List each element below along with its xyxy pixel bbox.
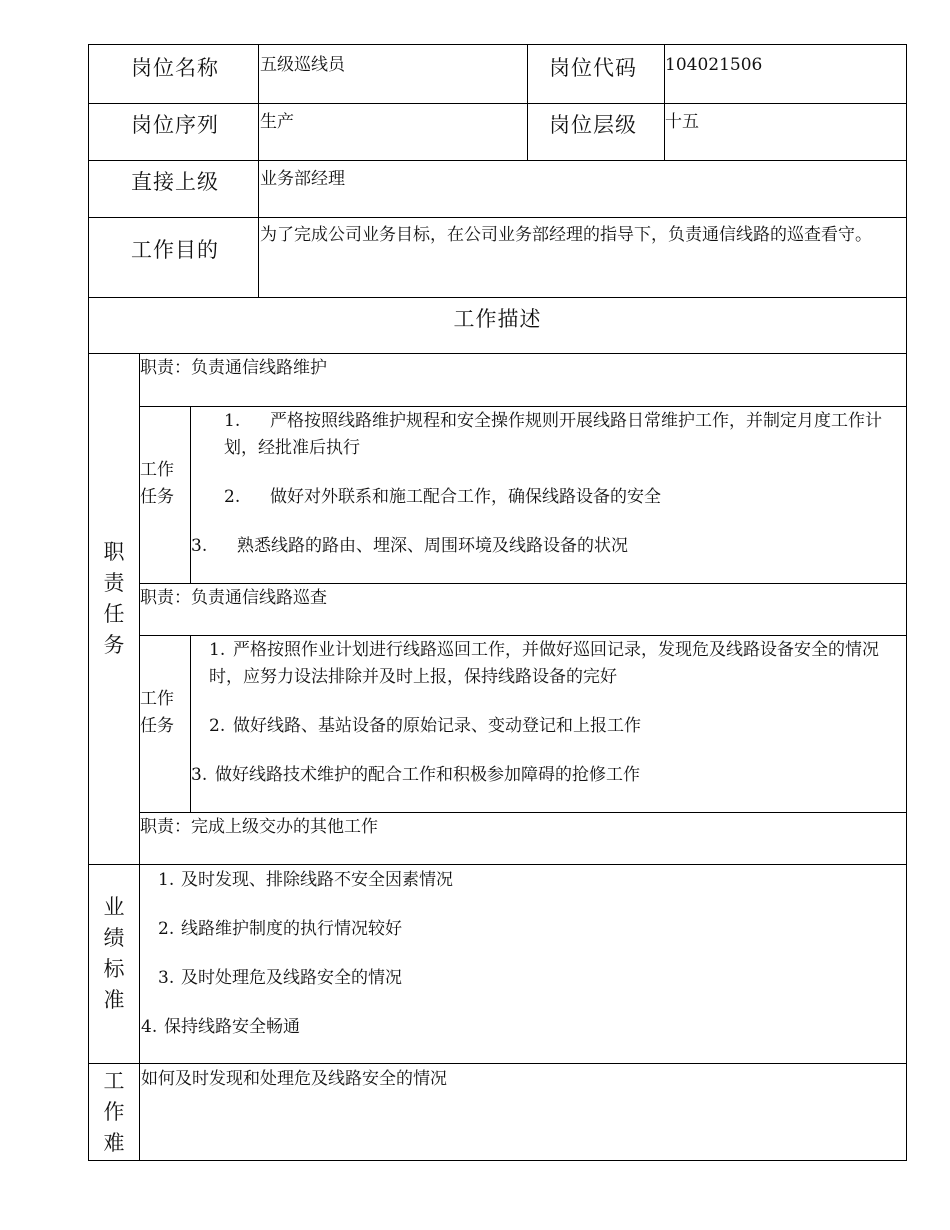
purpose-label: 工作目的 bbox=[131, 238, 219, 262]
responsibilities-section-label: 职 责 任 务 bbox=[103, 540, 125, 657]
task-item: 做好对外联系和施工配合工作，确保线路设备的安全 bbox=[270, 487, 661, 507]
task-item: 严格按照线路维护规程和安全操作规则开展线路日常维护工作，并制定月度工作计划，经批准后执行 bbox=[224, 411, 882, 458]
performance-item: 线路维护制度的执行情况较好 bbox=[181, 919, 402, 939]
task-number: 1. bbox=[209, 640, 226, 660]
position-sequence-label: 岗位序列 bbox=[131, 113, 219, 137]
performance-number: 1. bbox=[158, 870, 175, 890]
duty-heading: 职责：完成上级交办的其他工作 bbox=[140, 817, 378, 837]
task-number: 3. bbox=[191, 536, 208, 556]
performance-item: 及时处理危及线路安全的情况 bbox=[181, 968, 402, 988]
performance-number: 3. bbox=[158, 968, 175, 988]
task-item: 严格按照作业计划进行线路巡回工作，并做好巡回记录，发现危及线路设备安全的情况时，应努力设法排除并及时上报，保持线路设备的完好 bbox=[209, 640, 879, 687]
supervisor-label: 直接上级 bbox=[131, 170, 219, 194]
performance-item: 及时发现、排除线路不安全因素情况 bbox=[181, 870, 453, 890]
supervisor-value: 业务部经理 bbox=[260, 169, 345, 189]
task-label: 工作 任务 bbox=[140, 689, 174, 736]
position-sequence-value: 生产 bbox=[260, 112, 294, 132]
task-label: 工作 任务 bbox=[140, 460, 174, 507]
position-name-label: 岗位名称 bbox=[131, 56, 219, 80]
task-item: 熟悉线路的路由、埋深、周围环境及线路设备的状况 bbox=[237, 536, 628, 556]
performance-item: 保持线路安全畅通 bbox=[164, 1017, 300, 1037]
task-number: 2. bbox=[224, 487, 241, 507]
purpose-value: 为了完成公司业务目标，在公司业务部经理的指导下，负责通信线路的巡查看守。 bbox=[260, 225, 872, 245]
duty-heading: 职责：负责通信线路维护 bbox=[140, 358, 327, 378]
position-name-value: 五级巡线员 bbox=[260, 55, 345, 75]
difficulty-text: 如何及时发现和处理危及线路安全的情况 bbox=[141, 1069, 447, 1089]
task-item: 做好线路、基站设备的原始记录、变动登记和上报工作 bbox=[233, 716, 641, 736]
performance-number: 2. bbox=[158, 919, 175, 939]
task-number: 1. bbox=[224, 411, 241, 431]
work-description-title: 工作描述 bbox=[453, 307, 542, 331]
position-level-label: 岗位层级 bbox=[549, 113, 637, 137]
duty-heading: 职责：负责通信线路巡查 bbox=[140, 588, 327, 608]
position-code-label: 岗位代码 bbox=[549, 56, 637, 80]
difficulty-section-label: 工 作 难 bbox=[103, 1069, 125, 1155]
task-item: 做好线路技术维护的配合工作和积极参加障碍的抢修工作 bbox=[215, 765, 640, 785]
position-code-value: 104021506 bbox=[665, 55, 763, 75]
task-number: 2. bbox=[209, 716, 226, 736]
position-level-value: 十五 bbox=[665, 112, 699, 132]
performance-number: 4. bbox=[141, 1017, 158, 1037]
task-number: 3. bbox=[191, 765, 208, 785]
performance-section-label: 业 绩 标 准 bbox=[103, 895, 125, 1012]
